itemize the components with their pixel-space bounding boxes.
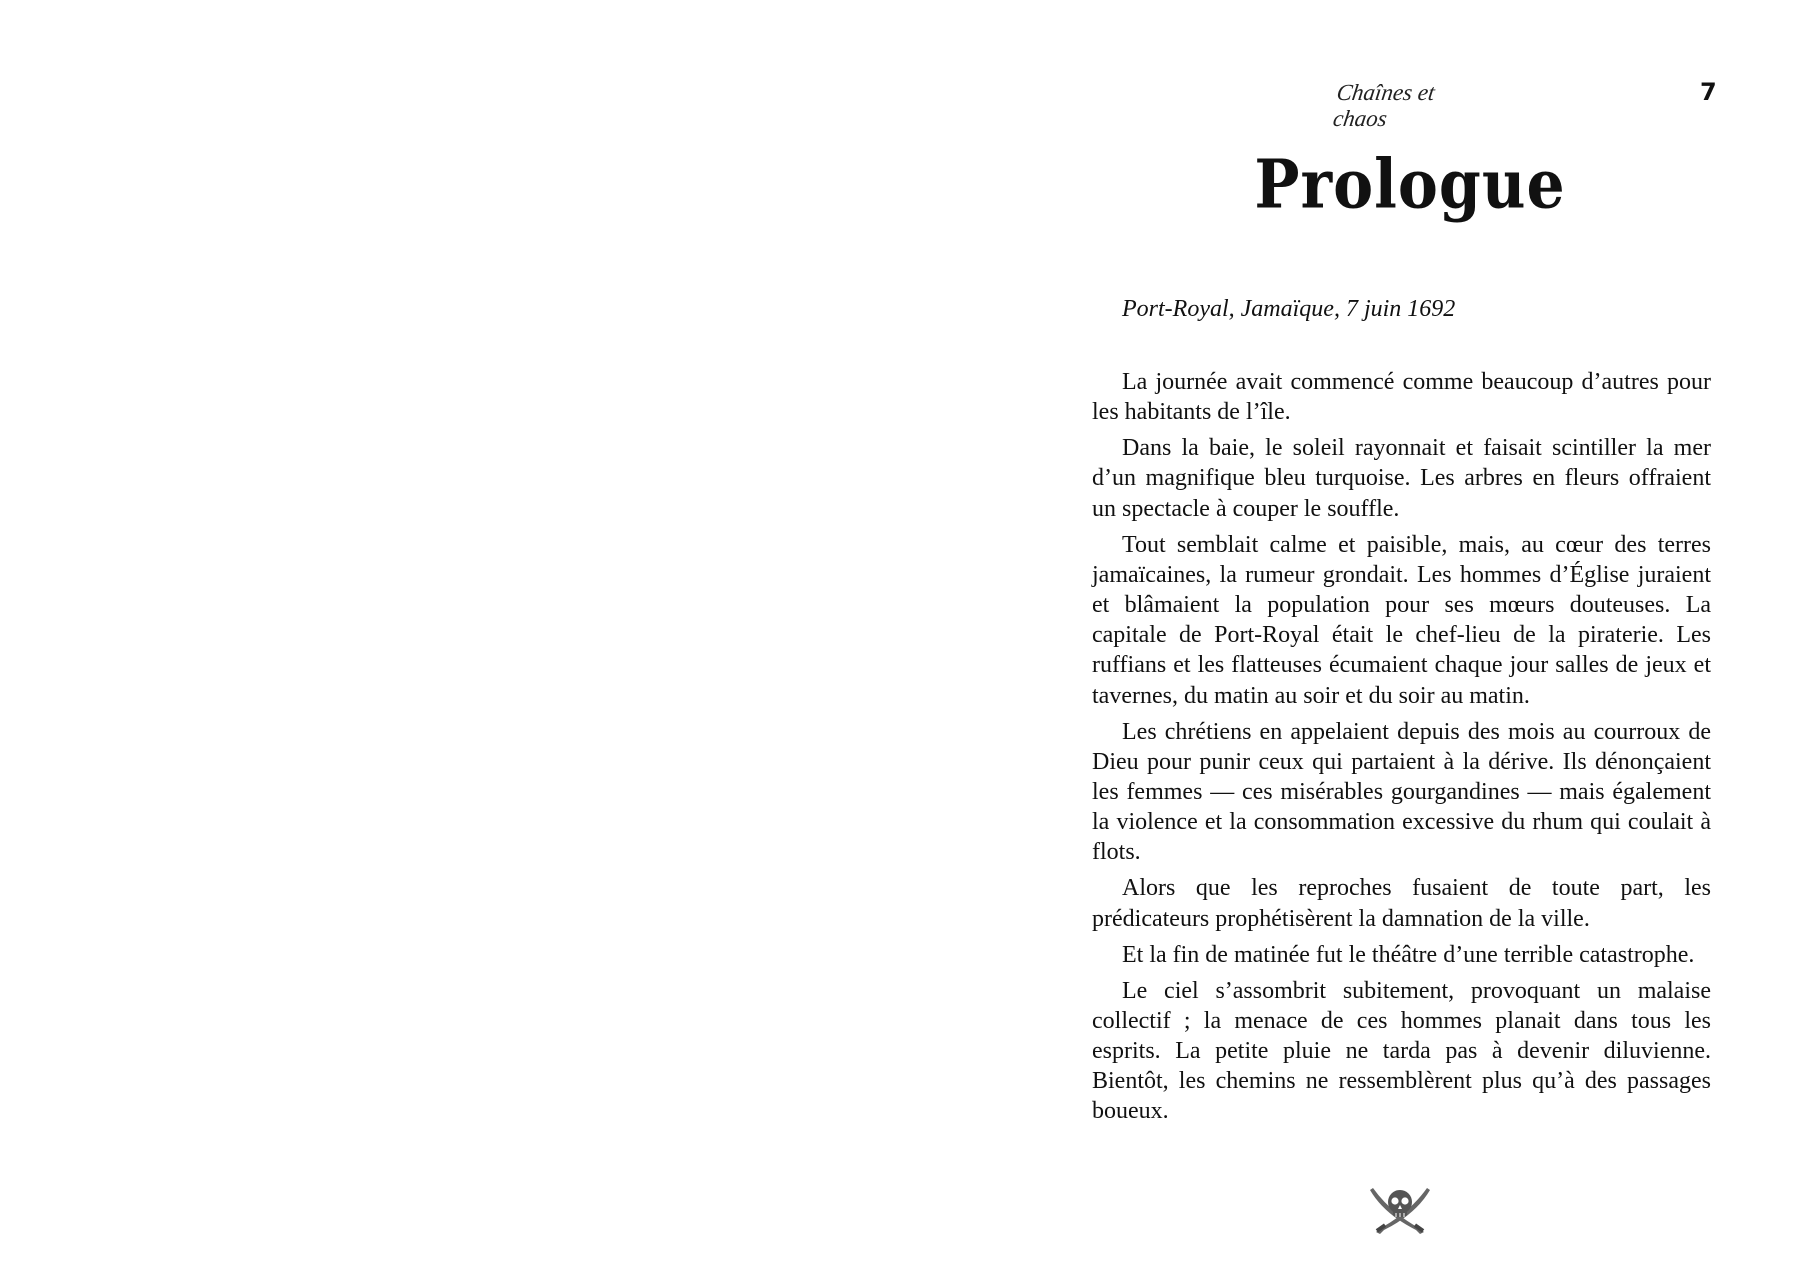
- page-number: 7: [1700, 78, 1717, 106]
- paragraph-7: Le ciel s’assombrit subitement, provoquant un malaise collectif ; la menace de ces hommes planait dans tous les esprits. La petite pluie ne tarda pas à devenir diluvienne. Bientôt, les chemins ne ressemblèrent plus qu’à des passages boueux.: [1092, 977, 1711, 1125]
- chapter-title: Prologue: [1254, 145, 1566, 225]
- paragraph-4: Les chrétiens en appelaient depuis des mois au courroux de Dieu pour punir ceux qui partaient à la dérive. Ils dénonçaient les femmes — ces misérables gourgandines — mais également la violence et la consommation excessive du rhum qui coulait à flots.: [1092, 718, 1711, 866]
- paragraph-1: La journée avait commencé comme beaucoup d’autres pour les habitants de l’île.: [1092, 369, 1711, 426]
- skull-crossed-sabres-icon: [1364, 1186, 1436, 1238]
- place-date-line: Port-Royal, Jamaïque, 7 juin 1692: [1122, 296, 1456, 322]
- body-text: [1092, 367, 1711, 1132]
- paragraph-3: Tout semblait calme et paisible, mais, au cœur des terres jamaïcaines, la rumeur grondait. Les hommes d’Église juraient et blâmaient la population pour ses mœurs douteuses. La capitale de Port-Royal était le chef-lieu de la piraterie. Les ruffians et les flatteuses écumaient chaque jour salles de jeux et tavernes, du matin au soir et du soir au matin.: [1092, 531, 1711, 709]
- running-head: Chaînes et chaos: [1331, 80, 1437, 131]
- paragraph-2: Dans la baie, le soleil rayonnait et faisait scintiller la mer d’un magnifique bleu turquoise. Les arbres en fleurs offraient un spectacle à couper le souffle.: [1092, 435, 1711, 522]
- paragraph-5: Alors que les reproches fusaient de toute part, les prédicateurs prophétisèrent la damnation de la ville.: [1092, 875, 1711, 932]
- left-page-blank: [0, 0, 909, 1276]
- paragraph-6: Et la fin de matinée fut le théâtre d’une terrible catastrophe.: [1122, 941, 1695, 968]
